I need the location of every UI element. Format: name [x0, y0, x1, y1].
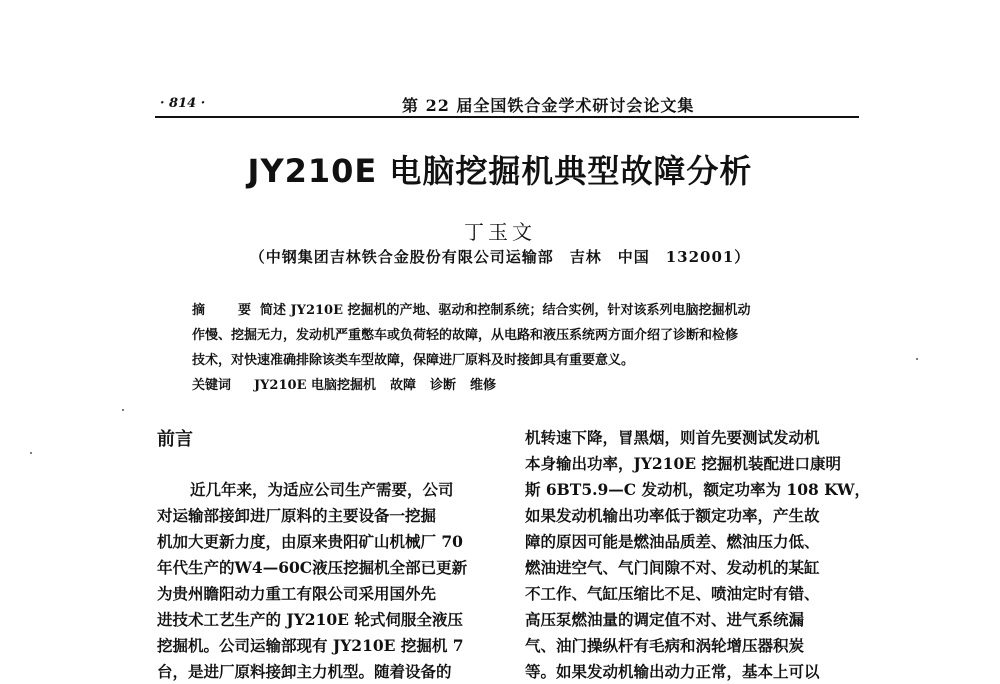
- keyword: 故障: [390, 378, 417, 393]
- keywords-line: [192, 374, 510, 393]
- keywords-label: 关键词: [192, 378, 232, 393]
- body-text-line: 机转速下降，冒黑烟，则首先要测试发动机: [525, 428, 820, 447]
- running-header: 第 22 届全国铁合金学术研讨会论文集: [402, 96, 695, 115]
- body-text-line: 对运输部接卸进厂原料的主要设备一挖掘: [157, 506, 437, 525]
- header-rule: [155, 116, 859, 118]
- abstract-line: 技术，对快速准确排除该类车型故障，保障进厂原料及时接卸具有重要意义。: [192, 353, 635, 368]
- keyword: JY210E 电脑挖掘机: [254, 378, 377, 393]
- body-text-line: 本身输出功率，JY210E 挖掘机装配进口康明: [525, 454, 841, 473]
- body-text-line: 机加大更新力度，由原来贵阳矿山机械厂 70: [157, 532, 463, 551]
- abstract-line: 作慢、挖掘无力，发动机严重憋车或负荷轻的故障，从电路和液压系统两方面介绍了诊断和检修: [192, 328, 739, 343]
- body-text-line: 年代生产的W4—60C液压挖掘机全部已更新: [157, 558, 468, 577]
- body-text-line: 高压泵燃油量的调定值不对、进气系统漏: [525, 610, 805, 629]
- body-text-line: 为贵州瞻阳动力重工有限公司采用国外先: [157, 584, 437, 603]
- section-heading: 前言: [157, 429, 193, 450]
- paper-title: JY210E 电脑挖掘机典型故障分析: [247, 152, 753, 190]
- scan-speck: [30, 452, 32, 454]
- body-text-line: 进技术工艺生产的 JY210E 轮式伺服全液压: [157, 610, 463, 629]
- body-text-line: 近几年来，为适应公司生产需要，公司: [190, 480, 454, 499]
- keyword: 维修: [470, 378, 497, 393]
- body-text-line: 斯 6BT5.9—C 发动机，额定功率为 108 KW，: [525, 480, 870, 499]
- body-text-line: 等。如果发动机输出动力正常，基本上可以: [525, 662, 820, 681]
- scan-speck: [916, 358, 918, 360]
- body-text-line: 气、油门操纵杆有毛病和涡轮增压器积炭: [525, 636, 805, 655]
- body-text-line: 如果发动机输出功率低于额定功率，产生故: [525, 506, 820, 525]
- author-affiliation: （中钢集团吉林铁合金股份有限公司运输部 吉林 中国 132001）: [249, 248, 751, 266]
- body-text-line: 燃油进空气、气门间隙不对、发动机的某缸: [525, 558, 820, 577]
- body-text-line: 挖掘机。公司运输部现有 JY210E 挖掘机 7: [157, 636, 464, 655]
- abstract-line: [192, 299, 751, 318]
- page-number: · 814 ·: [160, 96, 206, 111]
- abstract-text: 简述 JY210E 挖掘机的产地、驱动和控制系统；结合实例，针对该系列电脑挖掘机动: [260, 303, 751, 318]
- keyword: 诊断: [430, 378, 457, 393]
- scan-speck: [122, 409, 124, 411]
- body-text-line: 台，是进厂原料接卸主力机型。随着设备的: [157, 662, 452, 681]
- body-text-line: 障的原因可能是燃油品质差、燃油压力低、: [525, 532, 820, 551]
- author-name: 丁玉文: [464, 220, 536, 244]
- abstract-label: 摘 要: [192, 303, 262, 318]
- body-text-line: 不工作、气缸压缩比不足、喷油定时有错、: [525, 584, 820, 603]
